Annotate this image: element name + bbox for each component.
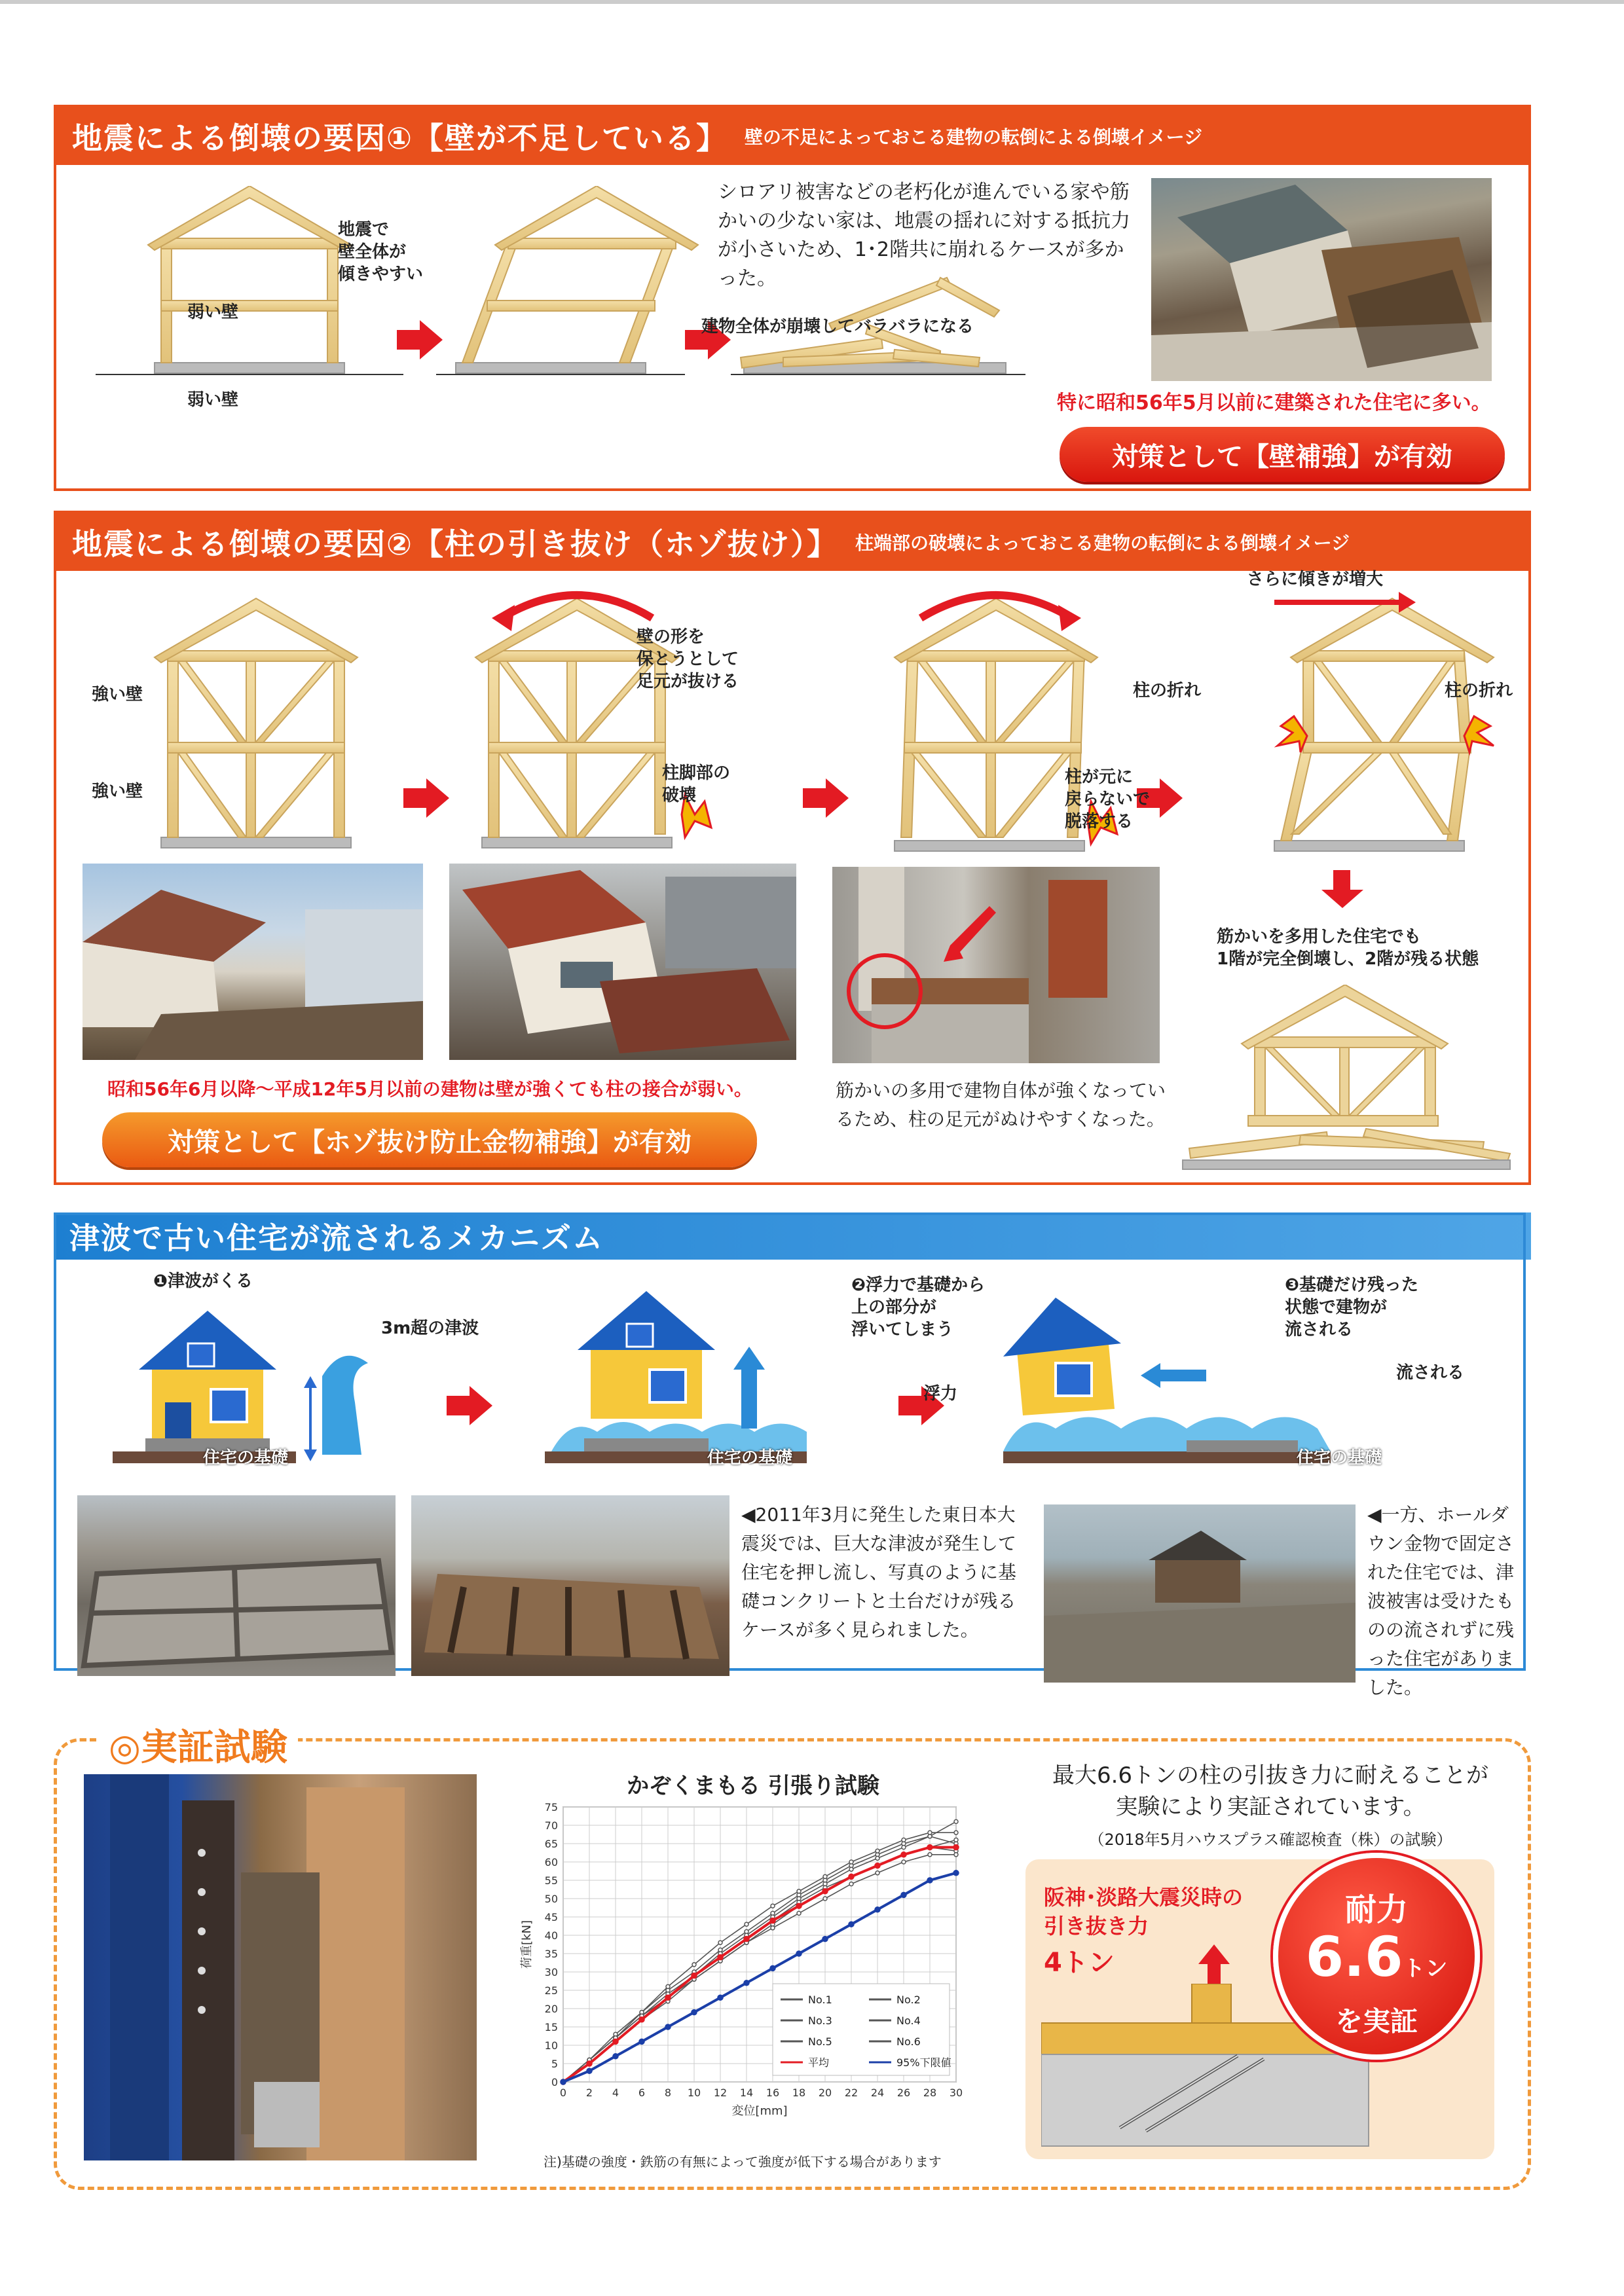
legend-label: No.6 (896, 2035, 921, 2048)
first-floor-note: 筋かいを多用した住宅でも 1階が完全倒壊し、2階が残る状態 (1217, 927, 1479, 969)
pull-test-photo (84, 1774, 477, 2160)
x-tick-label: 8 (664, 2086, 672, 2099)
x-tick-label: 12 (713, 2086, 728, 2099)
y-tick-label: 40 (544, 1929, 558, 1942)
column-break-right-label: 柱の折れ (1445, 681, 1513, 701)
down-arrow-icon (1333, 870, 1350, 890)
data-point (718, 1941, 722, 1944)
data-point (613, 2054, 618, 2059)
data-point (876, 1871, 879, 1875)
collapsed-house-photo (1151, 178, 1492, 381)
x-tick-label: 10 (687, 2086, 701, 2099)
section-subtitle: 柱端部の破壊によっておこる建物の転倒による倒壊イメージ (855, 532, 1350, 554)
surviving-house-photo (1044, 1504, 1356, 1683)
data-point (692, 2010, 697, 2015)
base-break-note: 柱脚部の 破壊 (662, 763, 731, 805)
y-tick-label: 65 (544, 1838, 558, 1850)
x-tick-label: 26 (896, 2086, 911, 2099)
section-subtitle: 壁の不足によっておこる建物の転倒による倒壊イメージ (744, 126, 1203, 148)
hanshin-label: 阪神･淡路大震災時の 引き抜き力 (1044, 1885, 1244, 1939)
house-washed-away (1003, 1298, 1331, 1463)
chart-plot (511, 1800, 995, 2141)
data-point (718, 1995, 723, 2000)
data-point (849, 1860, 853, 1864)
section-header (56, 107, 1528, 165)
hanshin-value: 4トン (1044, 1948, 1115, 1978)
data-point (744, 1980, 749, 1986)
pullout-diagram (83, 579, 1510, 893)
data-point (770, 1918, 775, 1923)
foundation-label-3: 住宅の基礎 (1297, 1448, 1382, 1468)
foundation-label-1: 住宅の基礎 (203, 1448, 289, 1468)
tilt-note: 地震で 壁全体が 傾きやすい (338, 220, 424, 284)
tsunami-caption-left: ◀2011年3月に発生した東日本大震災では、巨大な津波が発生して住宅を押し流し、写真のように基礎コンクリートと土台だけが残るケースが多く見られました。 (741, 1504, 1017, 1641)
data-point (587, 2061, 592, 2066)
data-point (875, 1863, 880, 1868)
arrow-right-icon (403, 778, 449, 818)
data-point (849, 1874, 854, 1879)
data-point (849, 1882, 853, 1886)
arrow-right-icon (397, 320, 443, 359)
strong-wall-lower-label: 強い壁 (92, 782, 143, 801)
wall-description: シロアリ被害などの老朽化が進んでいる家や筋かいの少ない家は、地震の揺れに対する抵抗力が小さいため、1･2階共に崩れるケースが多かった。 (718, 181, 1130, 290)
x-tick-label: 2 (585, 2086, 593, 2099)
house-before-tsunami (113, 1311, 368, 1463)
arrow-right-icon (803, 778, 849, 818)
y-axis-label: 荷重[kN] (520, 1920, 534, 1969)
collapse-note: 建物全体が崩壊してバラバラになる (701, 317, 974, 337)
data-point (797, 1889, 801, 1893)
pulled-column-photo (832, 867, 1160, 1063)
tilt-increase-note: さらに傾きが増大 (1247, 570, 1384, 589)
y-tick-label: 15 (544, 2021, 558, 2033)
y-tick-label: 20 (544, 2003, 558, 2015)
data-point (876, 1856, 879, 1860)
data-point (875, 1907, 880, 1912)
data-point (928, 1853, 932, 1857)
x-tick-label: 24 (870, 2086, 885, 2099)
data-point (927, 1878, 932, 1883)
data-point (666, 1984, 670, 1988)
data-point (770, 1965, 775, 1971)
x-tick-label: 20 (818, 2086, 832, 2099)
section-title: 地震による倒壊の要因①【壁が不足している】 (72, 120, 728, 156)
y-tick-label: 60 (544, 1856, 558, 1868)
data-point (771, 1904, 775, 1908)
keep-shape-note: 壁の形を 保とうとして 足元が抜ける (637, 627, 739, 691)
washed-away-label: 流される (1396, 1363, 1465, 1383)
pullout-description: 筋かいの多用で建物自体が強くなっているため、柱の足元がぬけやすくなった。 (836, 1080, 1166, 1130)
capacity-badge-unit: トン (1403, 1956, 1448, 1982)
house-tilted (456, 186, 698, 373)
data-point (587, 2068, 592, 2073)
data-point (954, 1838, 958, 1842)
wall-measure-badge: 対策として【壁補強】が有効 (1060, 427, 1505, 482)
y-tick-label: 50 (544, 1893, 558, 1905)
capacity-badge-value: 6.6 (1305, 1925, 1403, 1989)
data-point (902, 1838, 906, 1842)
data-point (692, 1963, 696, 1967)
arrowhead (1399, 592, 1416, 613)
data-point (771, 1926, 775, 1930)
data-point (665, 2024, 671, 2030)
capacity-value-row (1278, 1925, 1475, 2000)
section-header (56, 513, 1528, 571)
data-point (954, 1819, 958, 1823)
arrow-right-icon (447, 1386, 492, 1425)
wave-label: 3m超の津波 (381, 1319, 479, 1338)
data-point (902, 1846, 906, 1850)
arrowhead (1321, 890, 1363, 908)
data-point (902, 1860, 906, 1864)
proof-claim: 最大6.6トンの柱の引抜き力に耐えることが 実験により実証されています。 (1052, 1762, 1489, 1820)
y-tick-label: 10 (544, 2039, 558, 2052)
y-tick-label: 45 (544, 1911, 558, 1923)
data-point (954, 1831, 958, 1834)
y-tick-label: 75 (544, 1801, 558, 1813)
section-tsunami (54, 1212, 1531, 1702)
data-point (876, 1849, 879, 1853)
data-point (745, 1922, 748, 1926)
data-point (823, 1897, 827, 1901)
tsunami-caption-right: ◀一方、ホールダウン金物で固定された住宅では、津波被害は受けたものの流されずに残った住宅がありました。 (1367, 1504, 1515, 1698)
legend-label: No.3 (808, 2014, 832, 2027)
x-tick-label: 4 (612, 2086, 619, 2099)
x-tick-label: 22 (844, 2086, 858, 2099)
pullout-force-panel (1025, 1859, 1494, 2159)
foundation-remains-photo-1 (77, 1495, 396, 1676)
legend-label: No.5 (808, 2035, 832, 2048)
column-break-left-label: 柱の折れ (1133, 681, 1202, 701)
data-point (796, 1951, 802, 1956)
wall-highlight: 特に昭和56年5月以前に建築された住宅に多い。 (1057, 392, 1491, 414)
capacity-badge-bottom: を実証 (1335, 2005, 1418, 2037)
foundation-remains-photo-2 (411, 1495, 729, 1676)
data-point (718, 1955, 723, 1960)
x-tick-label: 18 (792, 2086, 806, 2099)
data-point (953, 1870, 959, 1876)
data-point (613, 2039, 618, 2044)
legend-label: No.1 (808, 1994, 832, 2006)
data-point (639, 2017, 644, 2022)
x-axis-label: 変位[mm] (731, 2104, 788, 2118)
pullout-highlight: 昭和56年6月以降～平成12年5月以前の建物は壁が強くても柱の接合が弱い。 (107, 1078, 752, 1100)
step3-label: ❸基礎だけ残った 状態で建物が 流される (1285, 1275, 1419, 1339)
data-point (954, 1853, 958, 1857)
x-tick-label: 28 (923, 2086, 937, 2099)
data-point (927, 1845, 932, 1850)
weak-wall-lower-label: 弱い壁 (187, 390, 239, 410)
legend-label: No.4 (896, 2014, 921, 2027)
data-point (928, 1831, 932, 1834)
data-point (639, 2039, 644, 2044)
up-arrow-icon (1198, 1944, 1230, 1964)
chart-title: かぞくまもる 引張り試験 (627, 1773, 879, 1799)
top-rule (0, 0, 1624, 4)
fall-off-note: 柱が元に 戻らないで 脱落する (1065, 767, 1151, 831)
section-title: 津波で古い住宅が流されるメカニズム (69, 1220, 604, 1256)
y-tick-label: 30 (544, 1966, 558, 1978)
buoyancy-label: 浮力 (923, 1384, 958, 1404)
data-point (561, 2079, 566, 2085)
data-point (822, 1937, 828, 1942)
strong-wall-upper-label: 強い壁 (92, 685, 143, 704)
section-title: 地震による倒壊の要因②【柱の引き抜け（ホゾ抜け）】 (72, 526, 838, 562)
proof-claim-source: （2018年5月ハウスプラス確認検査（株）の試験） (1088, 1831, 1452, 1849)
data-point (796, 1903, 802, 1908)
house-broken-columns (1274, 598, 1494, 851)
legend-label: 平均 (808, 2056, 830, 2069)
x-tick-label: 6 (638, 2086, 646, 2099)
legend-label: 95%下限値 (896, 2056, 951, 2069)
data-point (692, 1973, 697, 1978)
y-tick-label: 25 (544, 1984, 558, 1997)
data-point (849, 1922, 854, 1927)
chart-note: 注)基礎の強度・鉄筋の有無によって強度が低下する場合があります (544, 2154, 942, 2170)
data-point (901, 1852, 906, 1857)
y-tick-label: 0 (551, 2076, 558, 2088)
y-tick-label: 35 (544, 1948, 558, 1960)
data-point (901, 1892, 906, 1897)
step2-label: ❷浮力で基礎から 上の部分が 浮いてしまう (851, 1275, 986, 1339)
x-tick-label: 30 (949, 2086, 963, 2099)
foundation-label-2: 住宅の基礎 (707, 1448, 793, 1468)
y-tick-label: 5 (551, 2058, 558, 2070)
data-point (953, 1845, 959, 1850)
proof-test-title: ◎実証試験 (98, 1719, 298, 1771)
house-weak-wall (148, 186, 351, 373)
data-point (797, 1911, 801, 1915)
x-tick-label: 14 (739, 2086, 754, 2099)
tensile-test-chart (511, 1768, 995, 2174)
section-tenon-pullout (54, 511, 1531, 1185)
damaged-house-photo-2 (449, 864, 796, 1060)
y-tick-label: 55 (544, 1874, 558, 1887)
capacity-badge (1273, 1853, 1480, 2060)
data-point (823, 1874, 827, 1878)
data-point (665, 1995, 671, 2000)
data-point (849, 1867, 853, 1871)
section-wall-shortage (54, 105, 1531, 491)
data-point (822, 1889, 828, 1894)
house-strong-wall (155, 598, 358, 848)
house-floating (545, 1291, 807, 1463)
step1-label: ❶津波がくる (153, 1271, 253, 1291)
x-tick-label: 16 (766, 2086, 780, 2099)
x-tick-label: 0 (559, 2086, 567, 2099)
pullout-measure-badge: 対策として【ホゾ抜け防止金物補強】が有効 (102, 1112, 757, 1167)
legend-label: No.2 (896, 1994, 921, 2006)
first-floor-collapse-diagram (1170, 985, 1523, 1181)
weak-wall-upper-label: 弱い壁 (187, 302, 239, 322)
tilt-increase-arrow-icon (1274, 600, 1405, 605)
damaged-house-photo-1 (83, 864, 423, 1060)
y-tick-label: 70 (544, 1819, 558, 1832)
capacity-badge-top: 耐力 (1344, 1891, 1408, 1928)
data-point (744, 1937, 749, 1942)
